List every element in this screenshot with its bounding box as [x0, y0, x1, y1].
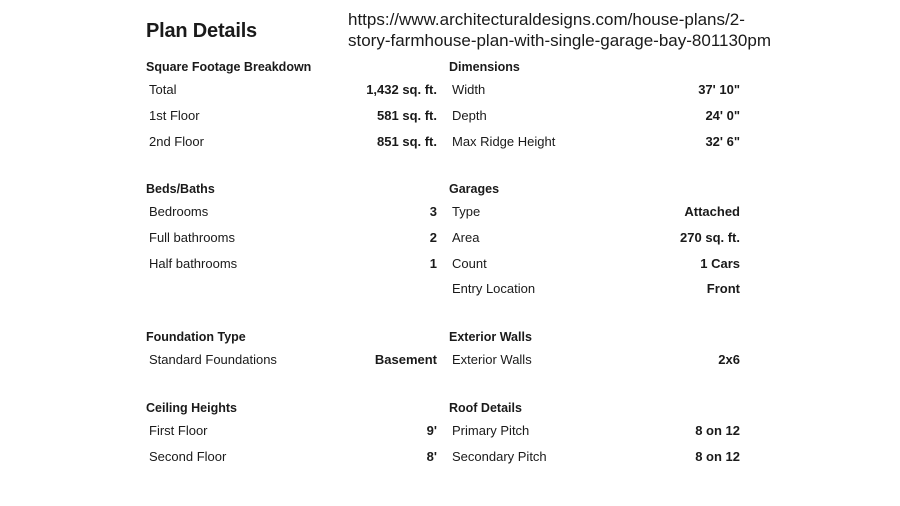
detail-value: 851 sq. ft.: [377, 133, 437, 149]
detail-row: [146, 128, 437, 154]
detail-row: [449, 250, 740, 276]
detail-label: Bedrooms: [149, 204, 209, 220]
detail-row: [449, 103, 740, 129]
detail-row: [449, 347, 740, 373]
detail-value: Front: [706, 281, 740, 297]
detail-label: Depth: [452, 108, 487, 124]
beds-baths-section: [146, 179, 437, 276]
detail-value: 32' 6": [705, 133, 740, 149]
detail-row: [449, 77, 740, 103]
detail-value: 1 Cars: [700, 255, 740, 271]
section-title: Exterior Walls: [449, 330, 532, 344]
detail-value: 24' 0": [705, 108, 740, 124]
foundation-section: [146, 327, 437, 373]
detail-label: Primary Pitch: [452, 423, 530, 439]
section-title: Square Footage Breakdown: [146, 60, 312, 74]
detail-label: Second Floor: [149, 449, 227, 465]
source-url-line-1[interactable]: https://www.architecturaldesigns.com/house-plans/2-: [348, 10, 745, 29]
detail-row: [449, 276, 740, 302]
page-title: Plan Details: [146, 20, 257, 42]
detail-value: 2x6: [718, 352, 740, 368]
section-title: Roof Details: [449, 401, 522, 415]
detail-row: [146, 77, 437, 103]
detail-value: 8': [426, 449, 437, 465]
detail-label: Standard Foundations: [149, 352, 277, 368]
detail-row: [449, 225, 740, 251]
detail-label: Type: [452, 204, 481, 220]
detail-label: 1st Floor: [149, 108, 200, 124]
detail-value: 270 sq. ft.: [680, 230, 740, 246]
ceiling-heights-section: [146, 398, 437, 469]
detail-row: [449, 199, 740, 225]
detail-value: 581 sq. ft.: [377, 108, 437, 124]
detail-value: 1: [429, 255, 437, 271]
detail-value: 9': [426, 423, 437, 439]
detail-label: First Floor: [149, 423, 208, 439]
detail-label: Max Ridge Height: [452, 133, 556, 149]
detail-row: [449, 128, 740, 154]
detail-row: [449, 444, 740, 470]
source-url-line-2[interactable]: story-farmhouse-plan-with-single-garage-bay-801130pm: [348, 31, 771, 50]
detail-value: 8 on 12: [695, 423, 740, 439]
detail-value: Attached: [684, 204, 740, 220]
detail-label: Total: [149, 82, 177, 98]
detail-row: [146, 347, 437, 373]
detail-value: 3: [429, 204, 437, 220]
garages-section: [449, 179, 740, 302]
roof-section: [449, 398, 740, 469]
detail-label: Secondary Pitch: [452, 449, 547, 465]
detail-value: Basement: [374, 352, 437, 368]
detail-row: [146, 444, 437, 470]
detail-value: 8 on 12: [695, 449, 740, 465]
detail-label: Count: [452, 255, 487, 271]
square-footage-section: [146, 57, 437, 154]
detail-row: [146, 250, 437, 276]
detail-label: 2nd Floor: [149, 133, 204, 149]
section-title: Ceiling Heights: [146, 401, 237, 415]
detail-row: [146, 103, 437, 129]
detail-label: Width: [452, 82, 486, 98]
detail-label: Exterior Walls: [452, 352, 532, 368]
detail-row: [146, 199, 437, 225]
detail-label: Full bathrooms: [149, 230, 235, 246]
detail-row: [146, 225, 437, 251]
detail-row: [449, 418, 740, 444]
detail-value: 37' 10": [698, 82, 740, 98]
detail-label: Area: [452, 230, 480, 246]
section-title: Foundation Type: [146, 330, 246, 344]
detail-value: 2: [429, 230, 437, 246]
detail-value: 1,432 sq. ft.: [366, 82, 437, 98]
detail-label: Entry Location: [452, 281, 536, 297]
detail-row: [146, 418, 437, 444]
section-title: Dimensions: [449, 60, 520, 74]
section-title: Garages: [449, 182, 500, 196]
section-title: Beds/Baths: [146, 182, 215, 196]
detail-label: Half bathrooms: [149, 255, 238, 271]
dimensions-section: [449, 57, 740, 154]
exterior-walls-section: [449, 327, 740, 373]
source-url[interactable]: [348, 9, 868, 51]
